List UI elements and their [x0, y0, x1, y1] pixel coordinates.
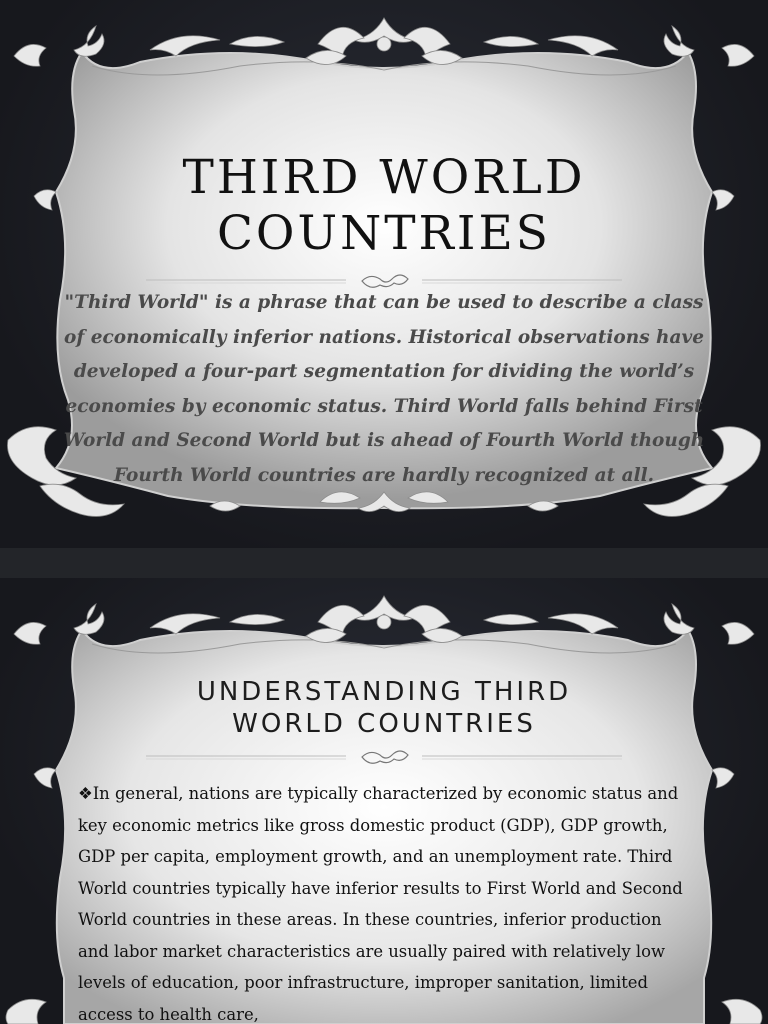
scroll-ornament-icon	[140, 748, 628, 764]
filigree-flourish-icon	[306, 18, 462, 65]
intro-paragraph: "Third World" is a phrase that can be used to describe a class of economically inferior nations. Historical observations have developed a four-part segmentation for dividing the world’s economies by economic status. Third World falls behind First World and Second World but is ahead of Fourth World though Fourth World countries are hardly recognized at all.	[63, 292, 705, 486]
bullet-paragraph	[78, 778, 690, 1024]
bullet-diamond-icon: ❖	[78, 784, 93, 803]
slide-separator	[0, 548, 768, 578]
title-line-1: THIRD WORLD	[182, 150, 586, 205]
title-line-2: COUNTRIES	[216, 206, 552, 261]
bullet-text: In general, nations are typically characterized by economic status and key economic metrics like gross domestic product (GDP), GDP growth, GDP per capita, employment growth, and an unemployment rate. Third World countries typically have inferior results to First World and Second World countries in these areas. In these countries, inferior production and labor market characteristics are usually paired with relatively low levels of education, poor infrastructure, improper sanitation, limited access to health care,	[78, 784, 683, 1024]
section-title	[0, 676, 768, 740]
filigree-flourish-icon	[306, 596, 462, 643]
section-title-line-1: UNDERSTANDING THIRD	[196, 677, 572, 707]
page-title	[0, 150, 768, 262]
slide-2	[0, 578, 768, 1024]
section-title-line-2: WORLD COUNTRIES	[232, 709, 536, 739]
